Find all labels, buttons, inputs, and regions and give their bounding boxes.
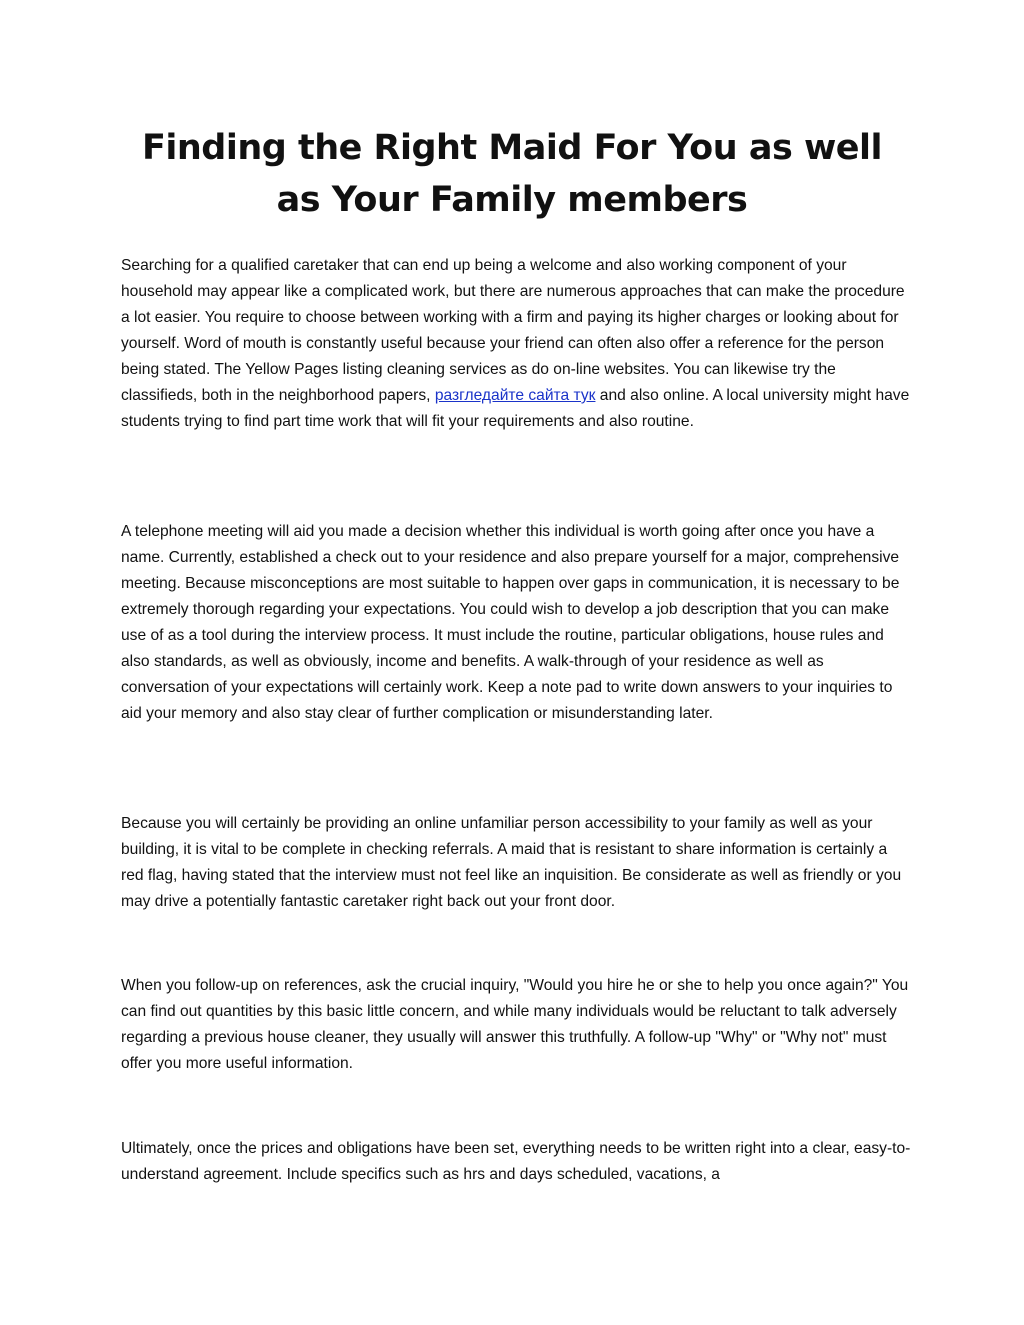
- paragraph-1-text-after: and also online. A local university might have students trying to find part time work that will fit your requirements and also routine.: [121, 387, 910, 430]
- paragraph-1-link[interactable]: разгледайте сайта тук: [434, 387, 596, 404]
- paragraph-1-text-before: Searching for a qualified caretaker that can end up being a welcome and also working component of your household may appear like a complicated work, but there are numerous approaches that can make the procedure a lot easier. You require to choose between working with a firm and paying its higher charges or looking about for yourself. Word of mouth is constantly useful because your friend can often also offer a reference for the person being stated. The Yellow Pages listing cleaning services as do on-line websites. You can likewise try the classifieds, both in the neighborhood papers,: [121, 257, 905, 404]
- paragraph-2: A telephone meeting will aid you made a decision whether this individual is worth going after once you have a name. Currently, established a check out to your residence and also prepare yourself for a major, comprehensive meeting. Because misconceptions are most suitable to happen over gaps in communication, it is necessary to be extremely thorough regarding your expectations. You could wish to develop a job description that you can make use of as a tool during the interview process. It must include the routine, particular obligations, house rules and also standards, as well as obviously, income and benefits. A walk-through of your residence as well as conversation of your expectations will certainly work. Keep a note pad to write down answers to your inquiries to aid your memory and also stay clear of further complication or misunderstanding later.: [121, 523, 900, 722]
- paragraph-1: [121, 253, 911, 435]
- paragraph-5: Ultimately, once the prices and obligations have been set, everything needs to be written right into a clear, easy-to-understand agreement. Include specifics such as hrs and days scheduled, vacations, a: [121, 1140, 911, 1183]
- paragraph-4: When you follow-up on references, ask the crucial inquiry, "Would you hire he or she to help you once again?" You can find out quantities by this basic little concern, and while many individuals would be reluctant to talk adversely regarding a previous house cleaner, they usually will answer this truthfully. A follow-up "Why" or "Why not" must offer you more useful information.: [121, 977, 909, 1072]
- document-title: Finding the Right Maid For You as well as Your Family members: [141, 128, 883, 220]
- paragraph-3: Because you will certainly be providing an online unfamiliar person accessibility to your family as well as your building, it is vital to be complete in checking referrals. A maid that is resistant to share information is certainly a red flag, having stated that the interview must not feel like an inquisition. Be considerate as well as friendly or you may drive a potentially fantastic caretaker right back out your front door.: [121, 815, 902, 910]
